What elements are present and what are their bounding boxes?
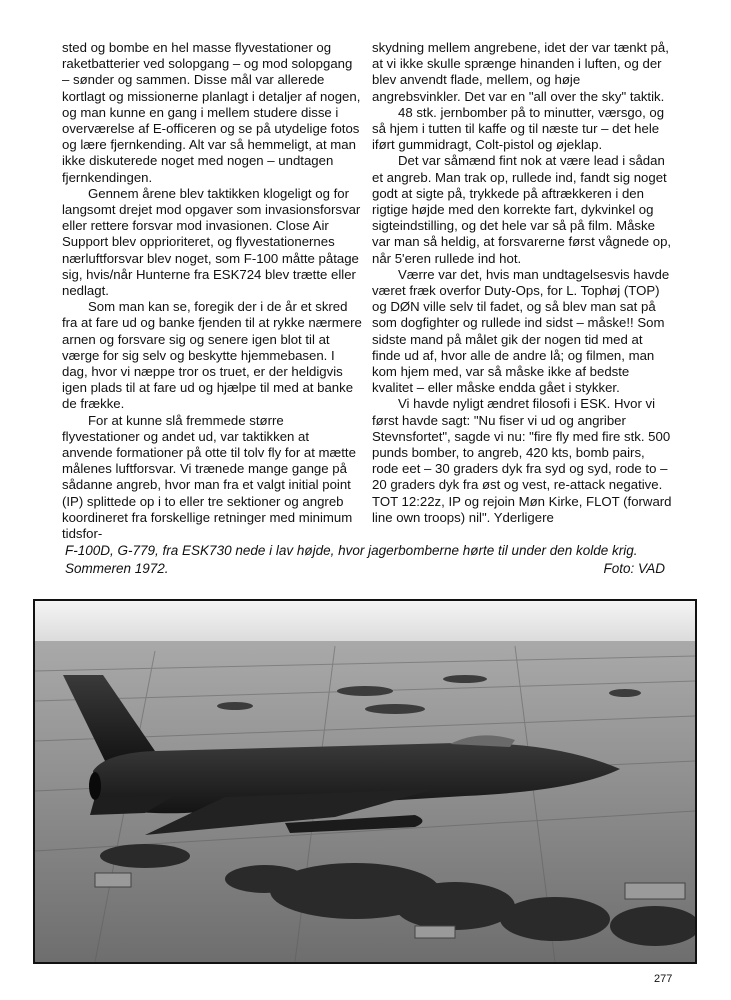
paragraph: Værre var det, hvis man undtagelsesvis havde været fræk overfor Duty-Ops, for L. Tophøj (TOP) og DØN ville selv til fadet, og så blev man sat på som dogfighter og rullede ind sidst – måske!! Som sidste mand på målet gik der nogen tid med at finde ud af, hvor alle de andre lå; og filmen, man kom hjem med, var så måske ikke af bedste kvalitet – eller måske endda gået i stykker. — [372, 266, 670, 396]
paragraph: Gennem årene blev taktikken klogeligt og for langsomt drejet mod opgaver som invasionsforsvar eller rettere forsvar mod invasionen. Close Air Support blev opprioriteret, og flyvestationernes nærluftforsvar blev noget, som F-100 måtte påtage sig, hvis/når Hunterne fra ESK724 blev trætte eller nedlagt. — [62, 185, 361, 299]
jet-exhaust — [89, 772, 101, 800]
paragraph: sted og bombe en hel masse flyvestationer og raketbatterier ved solopgang – og mod solopgang – sønder og sammen. Disse mål var allerede kortlagt og missionerne planlagt i detaljer af nogen, og man kunne en gang i mellem studere disse i overværelse af E-officeren og se på utydelige fotos og lære fjernkending. Alt var så hemmeligt, at man ikke diskuterede noget med nogen – undtagen fjernkendingen. — [62, 40, 361, 185]
paragraph: 48 stk. jernbomber på to minutter, værsgo, og så hjem i tutten til kaffe og til næste tur – det hele iført gummidragt, Colt-pistol og øjeklap. — [372, 104, 665, 153]
paragraph: For at kunne slå fremmede større flyvestationer og andet ud, var taktikken at anvende formationer på otte til tolv fly for at mætte målenes luftforsvar. Vi trænede mange gange på sådanne angreb, hvor man fra et valgt initial point (IP) splittede op i to eller tre sektioner og angreb koordineret fra forskellige retninger med minimum tidsfor- — [62, 412, 356, 542]
paragraph: skydning mellem angrebene, idet der var tænkt på, at vi ikke skulle sprænge hinanden i luften, og der blev anvendt flade, mellem, og høje angrebsvinkler. Det var en "all over the sky" taktik. — [372, 40, 669, 104]
caption-line-2: Sommeren 1972. — [65, 561, 169, 576]
paragraph: Vi havde nyligt ændret filosofi i ESK. Hvor vi først havde sagt: "Nu fiser vi ud og angriber Stevnsfortet", sagde vi nu: "fire fly med fire stk. 500 punds bomber, to angreb, 420 kts, bomb pairs, rode eet – 30 graders dyk fra syd og syd, rode to – 20 graders dyk fra øst og vest, re-attack negative. TOT 12:22z, IP og rejoin Møn Kirke, FLOT (forward line own troops) nil". Yderligere — [372, 396, 672, 525]
paragraph: Det var såmænd fint nok at være lead i sådan et angreb. Man trak op, rullede ind, fandt sig noget godt at sigte på, trykkede på aftrækkeren i den rigtige højde med den korrekte fart, dykvinkel og sigteindstilling, og det hele var så på film. Måske var man så heldig, at forsvarerne først vågnede op, når 5'eren rullede ind hot. — [372, 153, 672, 266]
text-column-right — [372, 40, 672, 526]
aircraft-photo-illustration — [35, 601, 695, 962]
photo-credit: Foto: VAD — [603, 561, 665, 576]
caption-line-1: F-100D, G-779, fra ESK730 nede i lav højde, hvor jagerbomberne hørte til under den kolde krig. — [65, 543, 638, 558]
photo-caption — [65, 542, 665, 578]
aircraft-photo — [33, 599, 697, 964]
page-number: 277 — [654, 973, 673, 985]
paragraph: Som man kan se, foregik der i de år et skred fra at fare ud og banke fjenden til at rykke nærmere arnen og forsvare sig og senere igen blot til at værge for sig selv og beskytte hjemmebasen. I dag, hvor vi næppe tror os truet, er der heldigvis igen plads til at fare ud og hjælpe til med at banke de frække. — [62, 299, 362, 412]
text-column-left — [62, 40, 362, 542]
